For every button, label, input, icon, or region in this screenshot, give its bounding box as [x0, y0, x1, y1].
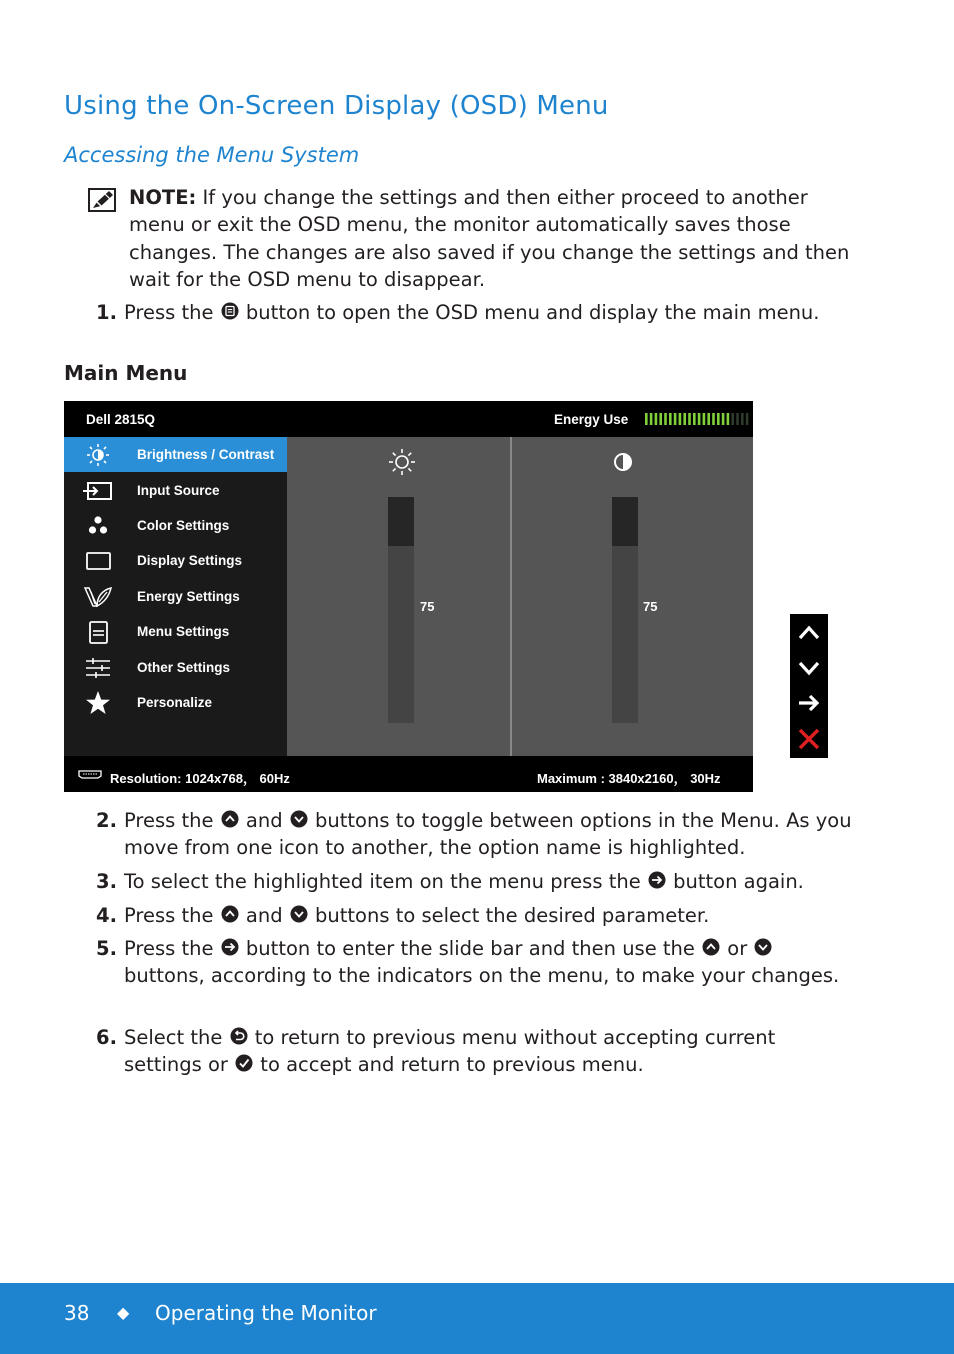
page-heading: Using the On-Screen Display (OSD) Menu — [64, 91, 609, 121]
energy-segment — [659, 413, 662, 425]
step-number: 2. — [96, 809, 117, 832]
osd-maximum-resolution: Maximum : 3840x2160， 30Hz — [537, 771, 721, 786]
osd-menu-item-label: Menu Settings — [137, 624, 230, 639]
step-text-part: or — [721, 937, 754, 960]
energy-segment — [712, 413, 715, 425]
energy-segment — [722, 413, 725, 425]
step-text-part: button to enter the slide bar and then use the — [239, 937, 702, 960]
energy-segment — [736, 413, 739, 425]
color-settings-icon — [83, 513, 113, 539]
osd-menu-item-label: Color Settings — [137, 518, 230, 533]
step-text — [124, 868, 854, 895]
osd-menu-item-label: Display Settings — [137, 553, 243, 568]
osd-menu-item-label: Input Source — [137, 483, 220, 498]
contrast-slider[interactable] — [612, 497, 638, 723]
note-pencil-icon — [88, 188, 116, 212]
step-text-part: buttons to toggle between options in the Menu. As you move from one icon to another, the option name is highlighted. — [124, 809, 852, 860]
down-button-icon — [290, 810, 308, 828]
step-text-part: and — [239, 904, 289, 927]
menu-button-icon — [221, 302, 239, 320]
brightness-slider[interactable] — [388, 497, 414, 723]
panel-divider — [510, 437, 512, 756]
brightness-slider-track-top — [388, 497, 414, 546]
osd-menu-item[interactable] — [64, 508, 287, 543]
up-button-icon — [702, 938, 720, 956]
note-label: NOTE: — [129, 186, 197, 209]
osd-main-menu-screenshot — [64, 401, 753, 792]
step-number: 3. — [96, 870, 117, 893]
brightness-value: 75 — [420, 599, 435, 614]
hdmi-icon — [78, 770, 102, 779]
step-number: 5. — [96, 937, 117, 960]
osd-resolution: Resolution: 1024x768， 60Hz — [110, 771, 290, 786]
step-text — [124, 1024, 854, 1079]
check-button-icon — [235, 1054, 253, 1072]
osd-menu-item[interactable] — [64, 543, 287, 578]
energy-segment — [674, 413, 677, 425]
brightness-sun-icon — [387, 447, 417, 477]
osd-header — [64, 401, 753, 437]
down-button-icon — [290, 905, 308, 923]
personalize-icon — [83, 690, 113, 716]
note-text — [129, 184, 857, 293]
energy-segment — [707, 413, 710, 425]
page-number: 38 — [64, 1301, 90, 1325]
energy-segment — [683, 413, 686, 425]
contrast-icon — [611, 450, 635, 474]
energy-segment — [693, 413, 696, 425]
up-button-icon — [221, 810, 239, 828]
osd-brightness-contrast-panel — [287, 437, 753, 756]
exit-x-icon[interactable] — [796, 726, 822, 752]
step-text-part: Select the — [124, 1026, 229, 1049]
energy-segment — [698, 413, 701, 425]
display-settings-icon — [83, 548, 113, 574]
energy-segment — [746, 413, 749, 425]
footer-chapter-title: Operating the Monitor — [155, 1301, 377, 1325]
osd-menu-item[interactable] — [64, 685, 287, 720]
step-text-part: button to open the OSD menu and display the main menu. — [239, 301, 820, 324]
step-text-part: Press the — [124, 904, 220, 927]
osd-footer — [64, 756, 753, 792]
page-footer — [0, 1283, 954, 1354]
contrast-value: 75 — [643, 599, 658, 614]
step-text — [124, 935, 854, 990]
osd-model-title: Dell 2815Q — [86, 412, 156, 427]
up-button-icon — [221, 905, 239, 923]
osd-menu-item-label: Personalize — [137, 695, 213, 710]
osd-menu-item[interactable] — [64, 473, 287, 508]
input-source-icon — [83, 478, 113, 504]
main-menu-label: Main Menu — [64, 361, 188, 385]
osd-menu-item[interactable] — [64, 579, 287, 614]
back-button-icon — [230, 1027, 248, 1045]
step-text-part: To select the highlighted item on the menu press the — [124, 870, 647, 893]
osd-navigation-buttons — [790, 614, 828, 758]
osd-energy-label: Energy Use — [554, 412, 629, 427]
osd-menu-item[interactable] — [64, 614, 287, 649]
osd-menu-list — [64, 437, 287, 756]
enter-button-icon — [648, 871, 666, 889]
step-number: 4. — [96, 904, 117, 927]
osd-menu-item-label: Brightness / Contrast — [137, 447, 275, 462]
osd-menu-item[interactable] — [64, 437, 287, 472]
note-body: If you change the settings and then either proceed to another menu or exit the OSD menu, the monitor automatically saves those changes. The changes are also saved if you change the settings and then wait for the OSD menu to disappear. — [129, 186, 850, 291]
energy-use-meter — [645, 413, 751, 425]
energy-segment — [679, 413, 682, 425]
energy-segment — [645, 413, 648, 425]
energy-segment — [717, 413, 720, 425]
osd-menu-item[interactable] — [64, 650, 287, 685]
right-arrow-icon[interactable] — [796, 690, 822, 716]
energy-segment — [731, 413, 734, 425]
step-text-part: Press the — [124, 809, 220, 832]
energy-segment — [688, 413, 691, 425]
step-text-part: to accept and return to previous menu. — [254, 1053, 644, 1077]
energy-segment — [669, 413, 672, 425]
step-number: 1. — [96, 301, 117, 324]
osd-menu-item-label: Energy Settings — [137, 589, 240, 604]
step-text-part: and — [239, 809, 289, 832]
step-number: 6. — [96, 1026, 117, 1049]
energy-segment — [703, 413, 706, 425]
menu-settings-icon — [83, 619, 113, 645]
step-text — [124, 807, 854, 862]
up-arrow-icon[interactable] — [796, 620, 822, 646]
energy-segment — [741, 413, 744, 425]
energy-segment — [650, 413, 653, 425]
footer-separator: ◆ — [117, 1303, 130, 1322]
step-text-part: to return to previous menu without accepting current settings or — [124, 1026, 776, 1077]
osd-menu-item-label: Other Settings — [137, 660, 231, 675]
enter-button-icon — [221, 938, 239, 956]
step-text-part: button again. — [666, 870, 804, 893]
section-subheading: Accessing the Menu System — [64, 143, 360, 167]
energy-segment — [727, 413, 730, 425]
step-text-part: buttons to select the desired parameter. — [308, 904, 710, 927]
step-text — [124, 902, 854, 929]
contrast-slider-track-top — [612, 497, 638, 546]
step-text-part: Press the — [124, 301, 220, 324]
step-text-part: buttons, according to the indicators on the menu, to make your changes. — [124, 964, 840, 988]
energy-segment — [664, 413, 667, 425]
brightness-icon — [83, 442, 113, 468]
step-text-part: Press the — [124, 937, 220, 960]
down-arrow-icon[interactable] — [796, 655, 822, 681]
energy-segment — [655, 413, 658, 425]
step-text — [124, 299, 854, 326]
energy-settings-icon — [83, 584, 113, 610]
down-button-icon — [754, 938, 772, 956]
other-settings-icon — [83, 655, 113, 681]
